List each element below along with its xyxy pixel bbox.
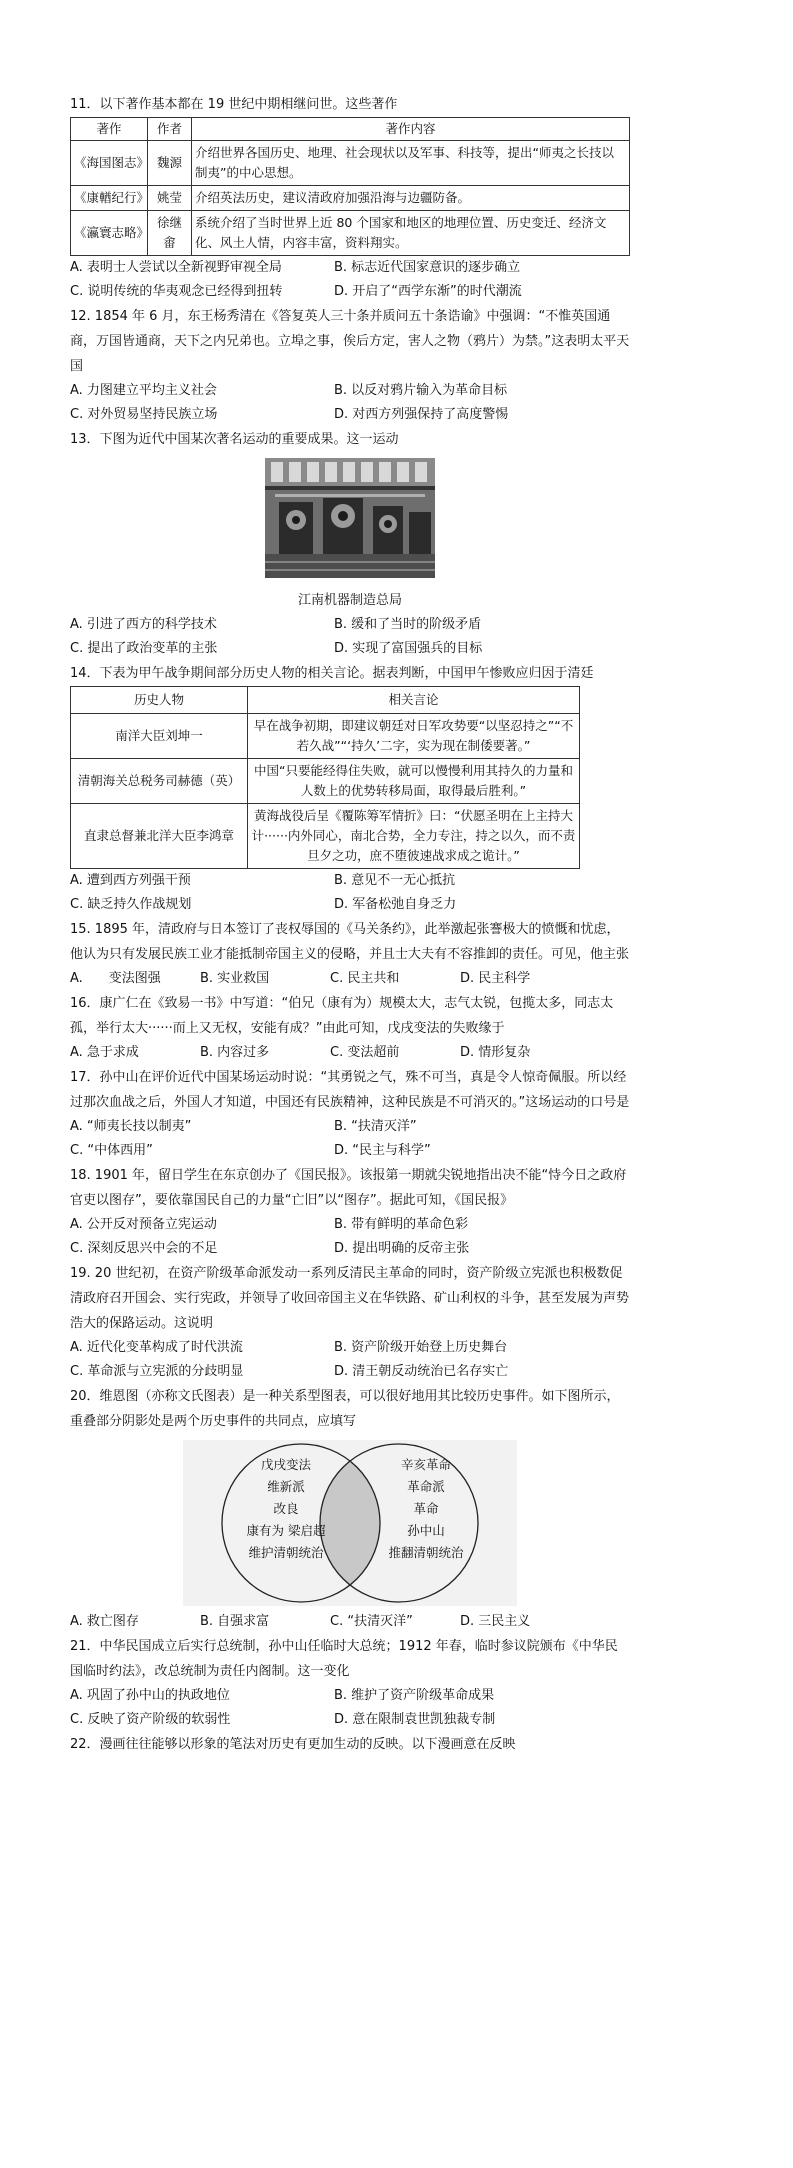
option-c: C. 对外贸易坚持民族立场 <box>70 407 218 422</box>
person-cell: 南洋大臣刘坤一 <box>71 714 248 759</box>
work-author: 魏源 <box>148 141 192 186</box>
question-13 <box>70 427 630 661</box>
table-row <box>71 759 580 804</box>
option-b: B. 维护了资产阶级革命成果 <box>334 1688 495 1703</box>
option-a: A. 巩固了孙中山的执政地位 <box>70 1688 230 1703</box>
table-row <box>71 211 630 256</box>
question-stem: 22．漫画往往能够以形象的笔法对历史有更加生动的反映。以下漫画意在反映 <box>70 1737 516 1752</box>
question-stem: 12. 1854 年 6 月，东王杨秀清在《答复英人三十条并质问五十条诰谕》中强调：“不惟英国通商，万国皆通商，天下之内兄弟也。立埠之事，俟后方定，害人之物（鸦片）为禁。”这表明太平天国 <box>70 309 630 374</box>
venn-right-label: 推翻清朝统治 <box>388 1545 464 1560</box>
option-d: D. 三民主义 <box>460 1614 531 1629</box>
speech-cell: 早在战争初期，即建议朝廷对日军攻势要“以坚忍持之”“不若久战”“‘持久’二字，实为现在制倭要著。” <box>248 714 580 759</box>
work-author: 姚莹 <box>148 186 192 211</box>
factory-photo <box>70 458 630 587</box>
option-b: B. 资产阶级开始登上历史舞台 <box>334 1340 508 1355</box>
question-stem: 20．维恩图（亦称文氏图表）是一种关系型图表，可以很好地用其比较历史事件。如下图所示，重叠部分阴影处是两个历史事件的共同点，应填写 <box>70 1389 620 1429</box>
question-18 <box>70 1163 630 1261</box>
work-author: 徐继畬 <box>148 211 192 256</box>
venn-right-label: 辛亥革命 <box>400 1457 451 1472</box>
options <box>70 869 630 917</box>
question-22 <box>70 1732 630 1757</box>
question-21 <box>70 1634 630 1732</box>
option-b: B. 实业救国 <box>200 971 270 986</box>
options <box>70 1213 630 1261</box>
venn-left-label: 维新派 <box>267 1479 305 1494</box>
venn-left-label: 康有为 梁启超 <box>246 1523 326 1538</box>
option-b: B. 标志近代国家意识的逐步确立 <box>334 260 521 275</box>
option-d: D. 实现了富国强兵的目标 <box>334 641 483 656</box>
option-b: B. 缓和了当时的阶级矛盾 <box>334 617 482 632</box>
option-d: D. 提出明确的反帝主张 <box>334 1241 470 1256</box>
question-stem: 19. 20 世纪初，在资产阶级革命派发动一系列反清民主革命的同时，资产阶级立宪派也积极数促清政府召开国会、实行宪政，并领导了收回帝国主义在华铁路、矿山利权的斗争，甚至发展为声势浩大的保路运动。这说明 <box>70 1266 630 1331</box>
options <box>70 1336 630 1384</box>
option-d: D. 情形复杂 <box>460 1045 531 1060</box>
option-d: D. “民主与科学” <box>334 1143 431 1158</box>
option-c: C. “扶清灭洋” <box>330 1614 413 1629</box>
options <box>70 1684 630 1732</box>
question-19 <box>70 1261 630 1384</box>
options <box>70 1610 630 1634</box>
table-row <box>71 804 580 869</box>
option-a: A. 遭到西方列强干预 <box>70 873 191 888</box>
option-d: D. 清王朝反动统治已名存实亡 <box>334 1364 509 1379</box>
table-header: 著作内容 <box>192 118 630 141</box>
option-b: B. “扶清灭洋” <box>334 1119 417 1134</box>
venn-right-labels <box>371 1454 481 1564</box>
option-d: D. 开启了“西学东渐”的时代潮流 <box>334 284 522 299</box>
table-row <box>71 141 630 186</box>
person-cell: 直隶总督兼北洋大臣李鸿章 <box>71 804 248 869</box>
option-b: B. 内容过多 <box>200 1045 270 1060</box>
venn-left-labels <box>221 1454 351 1564</box>
option-a: A. 表明士人尝试以全新视野审视全局 <box>70 260 282 275</box>
option-c: C. 说明传统的华夷观念已经得到扭转 <box>70 284 283 299</box>
question-stem: 21．中华民国成立后实行总统制，孙中山任临时大总统；1912 年春，临时参议院颁布《中华民国临时约法》，改总统制为责任内阁制。这一变化 <box>70 1639 618 1679</box>
venn-diagram <box>183 1440 517 1606</box>
work-title: 《康輶纪行》 <box>71 186 148 211</box>
work-title: 《海国图志》 <box>71 141 148 186</box>
work-content: 介绍英法历史，建议清政府加强沿海与边疆防备。 <box>192 186 630 211</box>
question-stem: 14．下表为甲午战争期间部分历史人物的相关言论。据表判断，中国甲午惨败应归因于清廷 <box>70 666 594 681</box>
venn-left-label: 戊戌变法 <box>260 1457 311 1472</box>
question-stem: 13．下图为近代中国某次著名运动的重要成果。这一运动 <box>70 432 399 447</box>
option-c: C. “中体西用” <box>70 1143 153 1158</box>
factory-photo-image <box>265 458 435 578</box>
venn-right-label: 革命 <box>413 1501 439 1516</box>
question-stem: 11．以下著作基本都在 19 世纪中期相继问世。这些著作 <box>70 97 398 112</box>
venn-left-label: 改良 <box>273 1501 299 1516</box>
table-header: 作者 <box>148 118 192 141</box>
options <box>70 256 630 304</box>
options <box>70 967 630 991</box>
question-stem: 17．孙中山在评价近代中国某场运动时说：“其勇锐之气，殊不可当，真是令人惊奇佩服。所以经过那次血战之后，外国人才知道，中国还有民族精神，这种民族是不可消灭的。”这场运动的口号是 <box>70 1070 630 1110</box>
table-row <box>71 714 580 759</box>
question-11 <box>70 92 630 304</box>
option-b: B. 自强求富 <box>200 1614 270 1629</box>
work-content: 介绍世界各国历史、地理、社会现状以及军事、科技等，提出“师夷之长技以制夷”的中心思想。 <box>192 141 630 186</box>
question-14 <box>70 661 630 917</box>
option-a: A. 力图建立平均主义社会 <box>70 383 217 398</box>
option-b: B. 以反对鸦片输入为革命目标 <box>334 383 508 398</box>
options <box>70 1115 630 1163</box>
venn-right-label: 革命派 <box>407 1479 445 1494</box>
table-header: 历史人物 <box>71 687 248 714</box>
work-title: 《瀛寰志略》 <box>71 211 148 256</box>
table-header-row <box>71 118 630 141</box>
option-d: D. 军备松弛自身乏力 <box>334 897 457 912</box>
works-table <box>70 117 630 256</box>
option-c: C. 缺乏持久作战规划 <box>70 897 192 912</box>
options <box>70 1041 630 1065</box>
person-cell: 清朝海关总税务司赫德（英） <box>71 759 248 804</box>
speech-cell: 黄海战役后呈《覆陈筹军情折》曰：“伏愿圣明在上主持大计······内外同心，南北合势，全力专注，持之以久，而不责旦夕之功，庶不堕彼速战求成之诡计。” <box>248 804 580 869</box>
exam-page <box>70 92 630 1757</box>
option-a: A. 公开反对预备立宪运动 <box>70 1217 217 1232</box>
option-d: D. 民主科学 <box>460 971 531 986</box>
options <box>70 379 630 427</box>
question-12 <box>70 304 630 427</box>
question-20 <box>70 1384 630 1634</box>
venn-left-label: 维护清朝统治 <box>248 1545 324 1560</box>
question-15 <box>70 917 630 991</box>
table-header-row <box>71 687 580 714</box>
option-c: C. 民主共和 <box>330 971 400 986</box>
option-c: C. 变法超前 <box>330 1045 400 1060</box>
option-b: B. 带有鲜明的革命色彩 <box>334 1217 469 1232</box>
option-b: B. 意见不一无心抵抗 <box>334 873 456 888</box>
table-header: 相关言论 <box>248 687 580 714</box>
option-c: C. 反映了资产阶级的软弱性 <box>70 1712 231 1727</box>
option-a: A. 急于求成 <box>70 1045 139 1060</box>
photo-caption: 江南机器制造总局 <box>297 593 402 608</box>
option-a: A. 变法图强 <box>70 971 161 986</box>
question-16 <box>70 991 630 1065</box>
table-row <box>71 186 630 211</box>
option-c: C. 提出了政治变革的主张 <box>70 641 218 656</box>
option-d: D. 对西方列强保持了高度警惕 <box>334 407 509 422</box>
question-stem: 16．康广仁在《致易一书》中写道：“伯兄（康有为）规模太大，志气太锐，包揽太多，同志太孤，举行太大······而上又无权，安能有成？”由此可知，戊戌变法的失败缘于 <box>70 996 614 1036</box>
speech-cell: 中国“只要能经得住失败，就可以慢慢利用其持久的力量和人数上的优势转移局面，取得最后胜利。” <box>248 759 580 804</box>
work-content: 系统介绍了当时世界上近 80 个国家和地区的地理位置、历史变迁、经济文化、风土人情，内容丰富，资料翔实。 <box>192 211 630 256</box>
question-stem: 15. 1895 年，清政府与日本签订了丧权辱国的《马关条约》，此举激起张謇极大的愤慨和忧虑，他认为只有发展民族工业才能抵制帝国主义的侵略，并且士大夫有不容推卸的责任。可见，他主张 <box>70 922 630 962</box>
speech-table <box>70 686 580 869</box>
question-17 <box>70 1065 630 1163</box>
question-stem: 18. 1901 年，留日学生在东京创办了《国民报》。该报第一期就尖锐地指出决不能“恃今日之政府官吏以图存”，要依靠国民自己的力量“亡旧”以“图存”。据此可知，《国民报》 <box>70 1168 627 1208</box>
option-a: A. 近代化变革构成了时代洪流 <box>70 1340 243 1355</box>
option-a: A. 救亡图存 <box>70 1614 139 1629</box>
option-d: D. 意在限制袁世凯独裁专制 <box>334 1712 496 1727</box>
options <box>70 613 630 661</box>
option-a: A. “师夷长技以制夷” <box>70 1119 192 1134</box>
table-header: 著作 <box>71 118 148 141</box>
option-c: C. 深刻反思兴中会的不足 <box>70 1241 218 1256</box>
option-c: C. 革命派与立宪派的分歧明显 <box>70 1364 244 1379</box>
option-a: A. 引进了西方的科学技术 <box>70 617 217 632</box>
venn-right-label: 孙中山 <box>407 1523 445 1538</box>
